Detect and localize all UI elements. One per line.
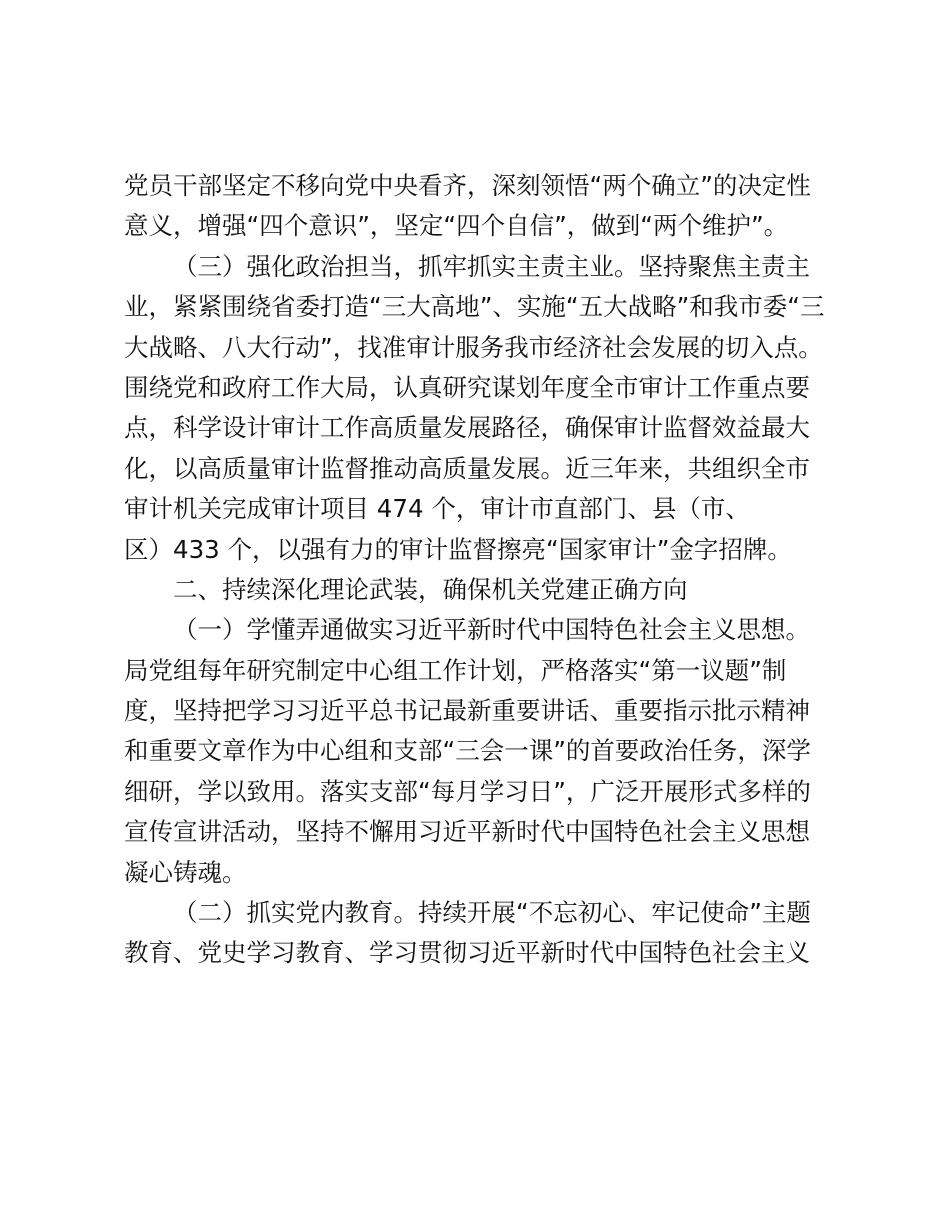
body-line: 围绕党和政府工作大局，认真研究谋划年度全市审计工作重点要: [124, 372, 810, 402]
body-line: 大战略、八大行动”，找准审计服务我市经济社会发展的切入点。: [124, 332, 823, 362]
body-line: 意义，增强“四个意识”，坚定“四个自信”，做到“两个维护”。: [124, 211, 789, 241]
body-line: 审计机关完成审计项目 474 个，审计市直部门、县（市、: [124, 494, 750, 524]
subsection-heading-line: （三）强化政治担当，抓牢抓实主责主业。坚持聚焦主责主: [173, 251, 810, 281]
body-line: 业，紧紧围绕省委打造“三大高地”、实施“五大战略”和我市委“三: [124, 292, 825, 322]
body-line: 党员干部坚定不移向党中央看齐，深刻领悟“两个确立”的决定性: [124, 171, 811, 200]
body-line: 细研，学以致用。落实支部“每月学习日”，广泛开展形式多样的: [124, 776, 811, 806]
body-line: 局党组每年研究制定中心组工作计划，严格落实“第一议题”制: [124, 655, 787, 685]
body-line: 度，坚持把学习习近平总书记最新重要讲话、重要指示批示精神: [124, 696, 810, 726]
body-line: 教育、党史学习教育、学习贯彻习近平新时代中国特色社会主义: [124, 938, 810, 968]
body-line: 区）433 个，以强有力的审计监督擦亮“国家审计”金字招牌。: [124, 534, 792, 564]
body-line: 和重要文章作为中心组和支部“三会一课”的首要政治任务，深学: [124, 736, 811, 766]
section-heading: 二、持续深化理论武装，确保机关党建正确方向: [173, 574, 688, 604]
body-line: 点，科学设计审计工作高质量发展路径，确保审计监督效益最大: [124, 413, 810, 443]
document-body: [124, 166, 834, 974]
body-line: 化，以高质量审计监督推动高质量发展。近三年来，共组织全市: [124, 453, 810, 483]
body-line: 宣传宣讲活动，坚持不懈用习近平新时代中国特色社会主义思想: [124, 817, 810, 847]
body-line: 凝心铸魂。: [124, 857, 247, 887]
subsection-heading-line: （二）抓实党内教育。持续开展“不忘初心、牢记使命”主题: [173, 898, 811, 928]
subsection-heading-line: （一）学懂弄通做实习近平新时代中国特色社会主义思想。: [173, 615, 810, 645]
